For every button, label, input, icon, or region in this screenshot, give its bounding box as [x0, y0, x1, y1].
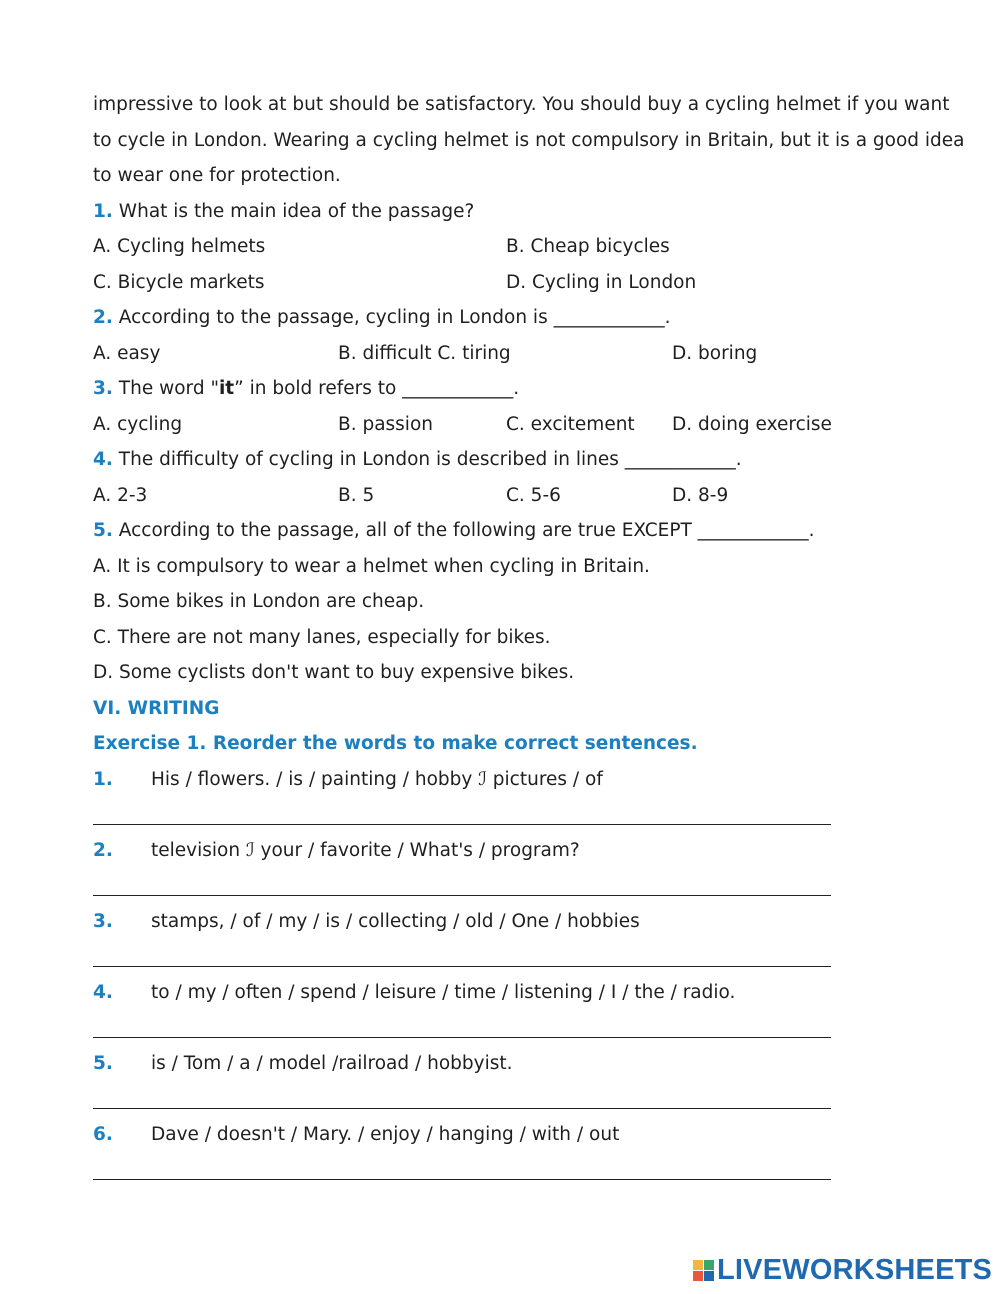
q2-option-a[interactable]: A. easy [93, 343, 161, 364]
question-3 [93, 377, 519, 401]
question-text-before: The word " [118, 378, 219, 399]
question-number: 2. [93, 307, 113, 328]
question-number: 4. [93, 449, 113, 470]
q3-option-a[interactable]: A. cycling [93, 414, 183, 435]
question-number: 3. [93, 378, 113, 399]
question-text: The difficulty of cycling in London is described in lines ____________. [118, 449, 742, 470]
question-text-after: ” in bold refers to ____________. [234, 378, 520, 399]
q4-option-d[interactable]: D. 8-9 [672, 485, 729, 506]
answer-line-5[interactable] [93, 1108, 831, 1109]
exercise-item-number: 6. [93, 1124, 113, 1145]
question-text: What is the main idea of the passage? [118, 201, 475, 222]
liveworksheets-logo [693, 1254, 992, 1287]
exercise-item-prompt: stamps, / of / my / is / collecting / old / One / hobbies [151, 911, 640, 932]
question-number: 1. [93, 201, 113, 222]
exercise-item-number: 1. [93, 769, 113, 790]
answer-line-1[interactable] [93, 824, 831, 825]
exercise-item-number: 3. [93, 911, 113, 932]
answer-line-3[interactable] [93, 966, 831, 967]
q4-option-b[interactable]: B. 5 [338, 485, 375, 506]
q1-option-a[interactable]: A. Cycling helmets [93, 236, 266, 257]
question-number: 5. [93, 520, 113, 541]
exercise-item-number: 5. [93, 1053, 113, 1074]
exercise-item-prompt: television ℐ your / favorite / What's / program? [151, 840, 580, 861]
q3-option-b[interactable]: B. passion [338, 414, 433, 435]
question-4 [93, 448, 742, 472]
exercise-item-number: 4. [93, 982, 113, 1003]
logo-mark-icon [693, 1260, 714, 1281]
logo-text: LIVEWORKSHEETS [717, 1254, 993, 1286]
exercise-item-prompt: to / my / often / spend / leisure / time / listening / I / the / radio. [151, 982, 736, 1003]
question-1 [93, 200, 474, 224]
answer-line-6[interactable] [93, 1179, 831, 1180]
question-5 [93, 519, 815, 543]
q1-option-b[interactable]: B. Cheap bicycles [506, 236, 670, 257]
section-title: VI. WRITING [93, 698, 220, 719]
bold-word: it [218, 378, 235, 399]
q5-option-c[interactable]: C. There are not many lanes, especially for bikes. [93, 627, 551, 648]
exercise-item-prompt: His / flowers. / is / painting / hobby ℐ pictures / of [151, 769, 603, 790]
q4-option-a[interactable]: A. 2-3 [93, 485, 148, 506]
passage-line-1: impressive to look at but should be satisfactory. You should buy a cycling helmet if you want [93, 94, 950, 115]
q1-option-c[interactable]: C. Bicycle markets [93, 272, 265, 293]
q3-option-d[interactable]: D. doing exercise [672, 414, 832, 435]
answer-line-2[interactable] [93, 895, 831, 896]
q2-option-d[interactable]: D. boring [672, 343, 758, 364]
exercise-item-prompt: Dave / doesn't / Mary. / enjoy / hanging / with / out [151, 1124, 620, 1145]
q3-option-c[interactable]: C. excitement [506, 414, 635, 435]
exercise-title: Exercise 1. Reorder the words to make correct sentences. [93, 733, 698, 754]
passage-line-3: to wear one for protection. [93, 165, 341, 186]
answer-line-4[interactable] [93, 1037, 831, 1038]
question-text: According to the passage, all of the following are true EXCEPT ____________. [118, 520, 815, 541]
exercise-item-number: 2. [93, 840, 113, 861]
q4-option-c[interactable]: C. 5-6 [506, 485, 561, 506]
q5-option-b[interactable]: B. Some bikes in London are cheap. [93, 591, 425, 612]
q1-option-d[interactable]: D. Cycling in London [506, 272, 697, 293]
question-text: According to the passage, cycling in London is ____________. [118, 307, 671, 328]
q2-option-bc[interactable]: B. difficult C. tiring [338, 343, 511, 364]
question-2 [93, 306, 670, 330]
q5-option-d[interactable]: D. Some cyclists don't want to buy expensive bikes. [93, 662, 575, 683]
q5-option-a[interactable]: A. It is compulsory to wear a helmet when cycling in Britain. [93, 556, 650, 577]
exercise-item-prompt: is / Tom / a / model /railroad / hobbyist. [151, 1053, 513, 1074]
passage-line-2: to cycle in London. Wearing a cycling helmet is not compulsory in Britain, but it is a good idea [93, 130, 965, 151]
